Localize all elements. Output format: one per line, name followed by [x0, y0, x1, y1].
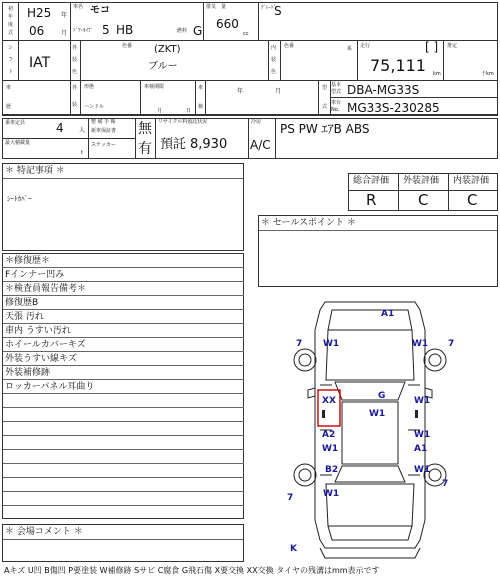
inspect-row: [3, 450, 244, 464]
damage-mark: W1: [369, 409, 386, 419]
inspect-row: 天張 汚れ: [3, 310, 244, 324]
repair-title: ＊修復歴＊: [3, 254, 244, 268]
month-label: 月: [61, 30, 68, 37]
shaken-year-label: 年: [237, 88, 244, 95]
gaiso-label-1: 外: [71, 45, 77, 51]
sha-label-1: 車: [5, 85, 11, 91]
displacement-value: 660: [216, 17, 239, 31]
ac-value: A/C: [250, 138, 271, 152]
capacity-label: 乗車定員: [5, 120, 26, 126]
katachi-label: 形態: [84, 84, 95, 90]
capacity-value: 4: [56, 121, 64, 135]
damage-mark: W1: [323, 339, 340, 349]
handle-label: ハンドル: [84, 104, 105, 110]
cooler-label: 冷房: [251, 119, 262, 125]
nichi-label: 日: [186, 108, 192, 114]
km-label: km: [433, 71, 441, 77]
damage-mark: 7: [287, 493, 294, 503]
inspect-row: [3, 464, 244, 478]
inspect-row: ホイールカバーキズ: [3, 338, 244, 352]
tokki-box: [2, 163, 244, 251]
exterior-label: 外装評価: [403, 176, 440, 186]
month-value: 06: [29, 24, 45, 38]
shift-label-1: シ: [7, 45, 13, 51]
cc-label: cc: [243, 31, 249, 37]
inspect-title: ＊検査員報告備考＊: [3, 282, 244, 296]
no-label: No.: [331, 107, 340, 113]
recycle-label: リサイクル料預託状況: [158, 119, 208, 125]
tsuki-label: 月: [157, 108, 163, 114]
sha-label-2: 歴: [5, 104, 11, 110]
transmission-value: IAT: [29, 55, 51, 71]
inspect-row: ロッカーパネル耳曲り: [3, 380, 244, 394]
inspect-row: 外装補修跡: [3, 366, 244, 380]
car-name-value: モコ: [90, 5, 110, 16]
hatsu-label: 初: [7, 6, 13, 12]
kihon-label: 基本: [331, 82, 342, 88]
sales-point-box: [258, 215, 498, 287]
inspect-row: [3, 408, 244, 422]
sales-point-title: ＊ セールスポイント ＊: [261, 218, 356, 228]
overall-label: 総合評価: [353, 176, 390, 186]
mileage-bracket: [ ]: [425, 40, 439, 54]
naiso-color-no-label: 色番: [284, 43, 295, 49]
door-type-label: ﾄﾞｱ･ﾀｲﾌﾟ: [73, 28, 94, 34]
inspect-row: [3, 492, 244, 506]
color-code-value: (ZKT): [154, 44, 181, 55]
damage-mark: A2: [322, 430, 336, 440]
damage-mark: W1: [322, 444, 339, 454]
shamei-label: 車名: [73, 4, 84, 10]
gaiso-label-2: 装: [71, 57, 77, 63]
damage-mark: W1: [323, 489, 340, 499]
damage-mark: B2: [325, 465, 339, 475]
grade-label: ｸﾞﾚｰﾄﾞ: [261, 5, 277, 11]
damage-mark: A1: [381, 309, 395, 319]
sticker-value: 有: [138, 141, 152, 157]
mileage-value: 75,111: [370, 56, 426, 75]
tokki-title: ＊ 特記事項 ＊: [5, 166, 65, 176]
katashiki-label: 型式: [331, 89, 342, 95]
inspect-row: [3, 436, 244, 450]
max-load-label: 最大積載量: [5, 140, 31, 146]
damage-mark: W1: [414, 430, 431, 440]
interior-value: C: [467, 191, 478, 209]
inspect-row: [3, 506, 244, 520]
exterior-value: C: [418, 191, 429, 209]
naiso-label-2: 装: [270, 57, 276, 63]
color-no-label: 色番: [122, 43, 133, 49]
damage-mark: K: [290, 544, 297, 554]
damage-mark: XX: [322, 396, 336, 406]
shift-label-2: フ: [7, 57, 13, 63]
displacement-label1: 排気: [206, 4, 217, 10]
body-type-value: HB: [116, 23, 134, 37]
recycle-amount: 8,930: [190, 137, 228, 152]
interior-label: 内装評価: [453, 176, 490, 186]
ton-unit: t: [81, 150, 83, 156]
inspect-row: 外装うすい線キズ: [3, 352, 244, 366]
shift-label-3: ト: [7, 69, 13, 75]
year-value: H25: [27, 6, 52, 20]
gai-k-label-2: 装: [71, 102, 77, 108]
kei-label: 系: [347, 46, 353, 52]
displacement-label2: 量: [221, 4, 227, 10]
damage-mark: 7: [448, 339, 455, 349]
new-car-cert-label: 新車保証書: [91, 128, 117, 134]
manual-label: 整 備 手 帳: [91, 119, 116, 125]
mileage-label: 走行: [360, 43, 371, 49]
damage-mark: 7: [296, 339, 303, 349]
damage-mark: W1: [414, 396, 431, 406]
shaken-month-label: 月: [275, 88, 282, 95]
model-code-value: DBA-MG33S: [347, 83, 420, 97]
kata-label-2: 式: [321, 104, 327, 110]
inspect-row: 修復歴B: [3, 296, 244, 310]
inspect-row: [3, 394, 244, 408]
car-diagram: [280, 290, 460, 560]
naiso-label-1: 内: [270, 45, 276, 51]
fuel-value: G: [193, 24, 203, 38]
shadai-label: 車台: [331, 100, 342, 106]
equipment-value: PS PW ｴｱB ABS: [280, 122, 370, 136]
capacity-unit: 人: [79, 127, 86, 134]
nendo-label: 年: [61, 12, 68, 19]
color-value: ブルー: [148, 61, 178, 72]
damage-mark: W1: [414, 465, 431, 475]
inspect-row: 車内 うすい汚れ: [3, 324, 244, 338]
tokki-body: ｼｰﾄｶﾊﾞｰ: [7, 195, 32, 203]
shaken-label: 車検期限: [144, 84, 165, 90]
shiki-label: 式: [7, 30, 13, 36]
naiso-label-3: 色: [270, 69, 276, 75]
grade-value: S: [274, 4, 282, 18]
damage-mark: 7: [442, 479, 449, 489]
damage-mark: G: [378, 391, 386, 401]
estimate-label: 推定: [447, 43, 458, 49]
damage-mark: A1: [414, 444, 428, 454]
venue-comment-box: [2, 524, 244, 562]
damage-mark: W1: [412, 339, 429, 349]
overall-value: R: [366, 191, 377, 209]
fuel-label: 燃料: [177, 28, 188, 34]
sticker-label: ステッカー: [91, 142, 116, 148]
repair-body: Fインナー凹み: [3, 268, 244, 282]
chassis-value: MG33S-230285: [347, 101, 440, 115]
thousand-km-label: 千km: [481, 71, 494, 77]
manual-value: 無: [138, 121, 152, 137]
legend-text: Aキズ U凹 B傷凹 P要塗装 W補修跡 Sサビ C腐食 G飛石傷 X要交換 XX交換 タイヤの残溝はmm表示です: [4, 566, 380, 575]
kata-label-1: 型: [321, 85, 327, 91]
gai-k-label-1: 外: [71, 85, 77, 91]
inspect-row: [3, 478, 244, 492]
gaiso-label-3: 色: [71, 69, 77, 75]
inspect-row: [3, 422, 244, 436]
recycle-status: 預託: [160, 137, 187, 152]
doors-value: 5: [102, 23, 110, 37]
venue-comment-title: ＊ 会場コメント ＊: [5, 527, 83, 537]
